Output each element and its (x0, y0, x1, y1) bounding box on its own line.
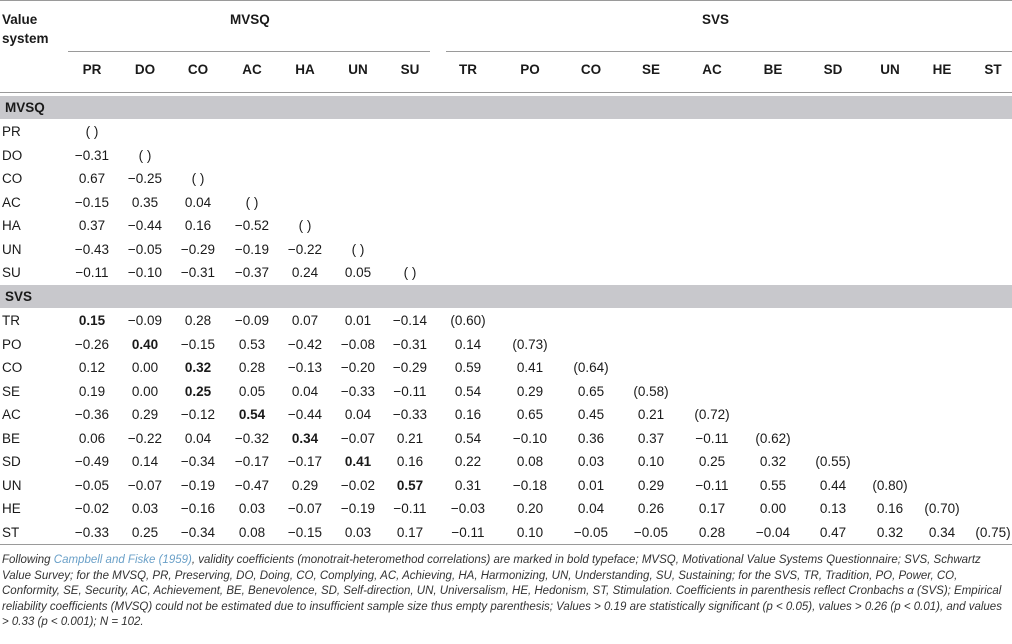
row-label: CO (2, 171, 23, 186)
table-cell: 0.45 (577, 407, 605, 422)
table-cell: −0.16 (180, 501, 216, 516)
table-cell: −0.22 (287, 241, 323, 257)
row-label: BE (2, 430, 21, 446)
table-cell: 0.28 (238, 360, 266, 375)
table-cell: −0.12 (180, 407, 216, 422)
table-cell: 0.03 (577, 454, 605, 469)
table-row (0, 261, 1012, 284)
table-cell: 0.26 (637, 501, 665, 516)
table-cell: 0.03 (344, 524, 372, 540)
table-cell: −0.17 (234, 454, 270, 469)
section-title: MVSQ (5, 100, 45, 115)
table-cell: 0.15 (78, 313, 106, 328)
table-cell: (0.60) (450, 313, 486, 328)
table-row (0, 167, 1012, 190)
table-cell: 0.05 (344, 265, 372, 280)
table-cell: −0.05 (74, 477, 110, 493)
table-cell: 0.24 (291, 265, 319, 280)
table-cell: −0.02 (74, 501, 110, 516)
table-cell: 0.54 (238, 407, 266, 422)
column-header-svs-ac: AC (702, 62, 722, 77)
table-cell: −0.15 (180, 336, 216, 352)
table-cell: 0.32 (876, 524, 904, 540)
table-cell: 0.17 (698, 501, 726, 516)
table-cell: −0.07 (287, 501, 323, 516)
table-cell: −0.11 (451, 524, 485, 540)
row-label: CO (2, 360, 23, 375)
table-cell: −0.07 (340, 430, 376, 446)
table-cell: 0.40 (131, 336, 159, 352)
table-cell: −0.31 (180, 265, 216, 280)
table-cell: 0.54 (454, 430, 482, 446)
table-cell: 0.04 (184, 194, 212, 210)
table-cell: (0.80) (872, 477, 908, 493)
table-cell: ( ) (191, 171, 205, 186)
section-header-mvsq (0, 96, 1012, 119)
table-cell: 0.04 (344, 407, 372, 422)
table-cell: 0.29 (516, 383, 544, 399)
table-cell: 0.03 (131, 501, 159, 516)
mvsq-group-underline (68, 51, 430, 52)
column-header-mvsq-co: CO (187, 62, 209, 77)
column-header-mvsq-pr: PR (82, 62, 102, 77)
header-bottom-rule (0, 92, 1012, 93)
table-cell: −0.33 (392, 407, 428, 422)
table-cell: 0.08 (238, 524, 266, 540)
table-cell: −0.10 (512, 430, 548, 446)
row-label: AC (2, 407, 21, 422)
table-cell: (0.55) (815, 454, 851, 469)
table-cell: 0.65 (577, 383, 605, 399)
table-cell: −0.19 (234, 241, 270, 257)
table-cell: 0.31 (454, 477, 482, 493)
table-cell: 0.05 (238, 383, 266, 399)
table-row (0, 238, 1012, 261)
table-cell: (0.64) (573, 360, 609, 375)
table-cell: 0.29 (637, 477, 665, 493)
table-row (0, 309, 1012, 332)
table-cell: −0.31 (392, 336, 428, 352)
table-cell: −0.09 (127, 313, 163, 328)
table-cell: −0.11 (695, 430, 729, 446)
table-cell: 0.19 (78, 383, 106, 399)
column-header-svs-he: HE (932, 62, 952, 77)
row-label: UN (2, 477, 22, 493)
table-cell: −0.33 (340, 383, 376, 399)
column-header-svs-un: UN (880, 62, 900, 77)
table-row (0, 120, 1012, 143)
table-cell: −0.11 (393, 383, 427, 399)
table-cell: −0.22 (127, 430, 163, 446)
table-cell: 0.67 (78, 171, 106, 186)
table-cell: 0.54 (454, 383, 482, 399)
table-cell: ( ) (245, 194, 259, 210)
table-cell: 0.00 (759, 501, 787, 516)
table-cell: −0.18 (512, 477, 548, 493)
table-cell: 0.16 (396, 454, 424, 469)
column-header-mvsq-un: UN (348, 62, 368, 77)
table-cell: 0.29 (291, 477, 319, 493)
table-cell: 0.20 (516, 501, 544, 516)
table-cell: 0.28 (184, 313, 212, 328)
table-cell: −0.36 (74, 407, 110, 422)
table-cell: −0.02 (340, 477, 376, 493)
table-cell: 0.22 (454, 454, 482, 469)
table-cell: −0.05 (127, 241, 163, 257)
table-cell: −0.34 (180, 454, 216, 469)
table-cell: −0.49 (74, 454, 110, 469)
table-row (0, 521, 1012, 544)
table-cell: 0.21 (396, 430, 424, 446)
table-cell: 0.57 (396, 477, 424, 493)
table-cell: 0.44 (819, 477, 847, 493)
column-header-svs-co: CO (580, 62, 602, 77)
table-cell: 0.00 (131, 360, 159, 375)
table-cell: (0.62) (755, 430, 791, 446)
table-cell: 0.32 (184, 360, 212, 375)
table-cell: (0.73) (512, 336, 548, 352)
row-label: PR (2, 124, 21, 139)
table-cell: ( ) (351, 241, 365, 257)
table-cell: −0.32 (234, 430, 270, 446)
table-cell: −0.05 (633, 524, 669, 540)
table-cell: ( ) (403, 265, 417, 280)
table-cell: 0.59 (454, 360, 482, 375)
table-cell: 0.01 (344, 313, 372, 328)
row-label: UN (2, 241, 22, 257)
table-cell: ( ) (85, 124, 99, 139)
table-cell: 0.34 (928, 524, 956, 540)
table-cell: 0.53 (238, 336, 266, 352)
table-cell: 0.07 (291, 313, 319, 328)
table-cell: 0.21 (637, 407, 665, 422)
table-cell: −0.08 (340, 336, 376, 352)
row-label: SD (2, 454, 21, 469)
column-header-mvsq-ac: AC (242, 62, 262, 77)
table-cell: −0.42 (287, 336, 323, 352)
table-cell: 0.37 (637, 430, 665, 446)
table-cell: 0.25 (184, 383, 212, 399)
table-cell: 0.41 (344, 454, 372, 469)
column-header-svs-po: PO (520, 62, 540, 77)
table-row (0, 144, 1012, 167)
table-cell: −0.11 (695, 477, 729, 493)
table-cell: −0.09 (234, 313, 270, 328)
column-header-svs-be: BE (763, 62, 783, 77)
table-row (0, 333, 1012, 356)
table-footnote (2, 553, 1010, 631)
table-cell: 0.00 (131, 383, 159, 399)
footnote-text: , validity coefficients (monotrait-heteromethod correlations) are marked in bold typeface; MVSQ, Motivational Value Systems Questionnaire; SVS, Schwartz Value Survey; for the MVSQ, PR, Preserving, DO, Doing, CO, Complying, AC, Achieving, HA, Harmonizing, UN, Understanding, SU, Sustaining; for the SVS, TR, Tradition, PO, Power, CO, Conformity, SE, Security, AC, Achievement, BE, Benevolence, SD, Self-direction, UN, Universalism, HE, Hedonism, ST, Stimulation. Coefficients in parenthesis reflect Cronbachs α (SVS); Empirical reliability coefficients (MVSQ) could not be estimated due to insufficient sample size thus empty parenthesis; Values > 0.19 are statistically significant (p < 0.05), values > 0.26 (p < 0.01), and values > 0.33 (p < 0.001); N = 102. (2, 554, 1002, 628)
table-cell: ( ) (138, 147, 152, 163)
table-row (0, 497, 1012, 520)
row-label: HA (2, 218, 21, 233)
table-cell: −0.11 (393, 501, 427, 516)
table-cell: 0.04 (577, 501, 605, 516)
table-cell: 0.13 (819, 501, 847, 516)
table-cell: −0.26 (74, 336, 110, 352)
footnote-citation-link[interactable]: Campbell and Fiske (1959) (53, 554, 192, 566)
table-cell: 0.04 (291, 383, 319, 399)
header-value-system-label: Value system (2, 12, 49, 46)
table-cell: 0.41 (516, 360, 544, 375)
table-cell: 0.32 (759, 454, 787, 469)
table-cell: 0.14 (131, 454, 159, 469)
table-cell: 0.16 (876, 501, 904, 516)
table-cell: −0.20 (340, 360, 376, 375)
table-cell: −0.15 (74, 194, 110, 210)
table-cell: −0.47 (234, 477, 270, 493)
table-cell: −0.04 (755, 524, 791, 540)
table-cell: 0.36 (577, 430, 605, 446)
section-header-svs (0, 285, 1012, 308)
table-cell: 0.28 (698, 524, 726, 540)
table-cell: 0.12 (78, 360, 106, 375)
column-header-mvsq-do: DO (134, 62, 156, 77)
table-cell: −0.14 (392, 313, 428, 328)
column-header-svs-sd: SD (823, 62, 843, 77)
table-row (0, 214, 1012, 237)
column-header-svs-st: ST (984, 62, 1002, 77)
table-cell: −0.11 (75, 265, 109, 280)
row-label: PO (2, 336, 22, 352)
table-cell: −0.25 (127, 171, 163, 186)
table-top-rule (0, 0, 1012, 1)
table-cell: 0.06 (78, 430, 106, 446)
section-title: SVS (5, 289, 33, 304)
table-cell: 0.55 (759, 477, 787, 493)
table-cell: −0.15 (287, 524, 323, 540)
table-cell: −0.29 (180, 241, 216, 257)
table-cell: ( ) (298, 218, 312, 233)
table-cell: 0.47 (819, 524, 847, 540)
row-label: ST (2, 524, 20, 540)
table-cell: 0.35 (131, 194, 159, 210)
table-cell: 0.03 (238, 501, 266, 516)
table-cell: −0.43 (74, 241, 110, 257)
table-cell: 0.08 (516, 454, 544, 469)
table-cell: −0.37 (234, 265, 270, 280)
table-row (0, 450, 1012, 473)
table-row (0, 356, 1012, 379)
table-cell: 0.17 (396, 524, 424, 540)
table-row (0, 427, 1012, 450)
table-cell: −0.13 (287, 360, 323, 375)
row-label: AC (2, 194, 21, 210)
column-header-svs-se: SE (641, 62, 660, 77)
table-cell: −0.03 (450, 501, 486, 516)
column-header-mvsq-su: SU (400, 62, 420, 77)
row-label: DO (2, 147, 23, 163)
table-cell: 0.25 (131, 524, 159, 540)
table-row (0, 403, 1012, 426)
table-cell: −0.44 (287, 407, 323, 422)
table-cell: (0.72) (694, 407, 730, 422)
table-cell: 0.65 (516, 407, 544, 422)
row-label: SE (2, 383, 21, 399)
table-row (0, 191, 1012, 214)
table-cell: −0.10 (127, 265, 163, 280)
column-header-svs-tr: TR (459, 62, 477, 77)
table-row (0, 380, 1012, 403)
table-cell: 0.14 (454, 336, 482, 352)
table-cell: 0.25 (698, 454, 726, 469)
table-cell: −0.17 (287, 454, 323, 469)
table-cell: 0.34 (291, 430, 319, 446)
table-cell: (0.70) (924, 501, 960, 516)
table-cell: 0.37 (78, 218, 106, 233)
table-cell: −0.34 (180, 524, 216, 540)
row-label: SU (2, 265, 21, 280)
header-group-svs: SVS (702, 12, 730, 27)
table-row (0, 474, 1012, 497)
table-cell: −0.31 (74, 147, 110, 163)
table-cell: 0.16 (454, 407, 482, 422)
table-cell: 0.16 (184, 218, 212, 233)
table-cell: 0.10 (516, 524, 544, 540)
table-cell: −0.44 (127, 218, 163, 233)
table-cell: −0.07 (127, 477, 163, 493)
table-cell: −0.19 (340, 501, 376, 516)
column-header-mvsq-ha: HA (295, 62, 315, 77)
table-cell: (0.58) (633, 383, 669, 399)
footnote-prefix: Following (2, 554, 54, 566)
table-cell: 0.04 (184, 430, 212, 446)
row-label: TR (2, 313, 20, 328)
header-group-mvsq: MVSQ (230, 12, 270, 27)
table-cell: −0.33 (74, 524, 110, 540)
table-cell: −0.05 (573, 524, 609, 540)
table-cell: −0.52 (234, 218, 270, 233)
table-cell: −0.29 (392, 360, 428, 375)
row-label: HE (2, 501, 21, 516)
table-cell: 0.29 (131, 407, 159, 422)
table-cell: 0.10 (637, 454, 665, 469)
table-cell: (0.75) (975, 524, 1011, 540)
table-cell: 0.01 (577, 477, 605, 493)
table-bottom-rule (0, 544, 1012, 545)
table-cell: −0.19 (180, 477, 216, 493)
svs-group-underline (446, 51, 1012, 52)
